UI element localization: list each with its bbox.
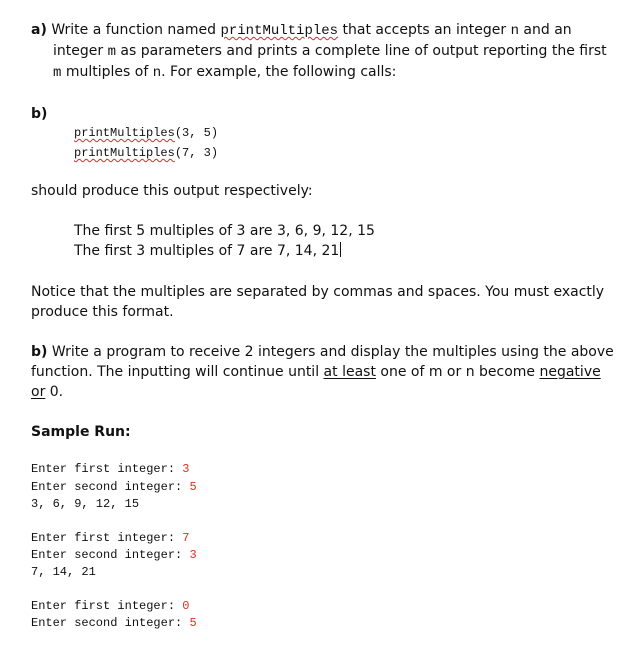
part-b2-line-3 [31, 382, 63, 402]
sample-run-line [31, 548, 197, 562]
prompt-text: Enter first integer: [31, 599, 183, 613]
code-call-2 [74, 146, 218, 160]
part-a-text: integer [53, 43, 108, 59]
negative-text: negative [539, 364, 601, 380]
output-line-1: The first 5 multiples of 3 are 3, 6, 9, 12, 15 [74, 223, 375, 239]
part-a-text: and an [518, 22, 572, 38]
output-line-2-text: The first 3 multiples of 7 are 7, 14, 21 [74, 243, 340, 259]
function-name: printMultiples [220, 23, 339, 39]
part-a-label: a) [31, 22, 47, 38]
part-a-line-1 [31, 20, 572, 41]
sample-run-line [31, 599, 189, 613]
sample-run-line [31, 480, 197, 494]
prompt-text: Enter second integer: [31, 616, 190, 630]
text-cursor [340, 242, 341, 257]
part-b2-text: one of m or n become [375, 364, 540, 380]
part-a-line-2 [53, 41, 607, 62]
var-n: n [510, 23, 519, 39]
part-b2-text: function. The inputting will continue until [31, 364, 324, 380]
part-a-text: that accepts an integer [338, 22, 511, 38]
notice-line-2: produce this format. [31, 304, 174, 320]
prompt-text: Enter first integer: [31, 462, 183, 476]
sample-run-line [31, 462, 189, 476]
input-value: 5 [189, 480, 197, 494]
var-n: n [152, 65, 162, 81]
part-a-text: Write a function named [51, 22, 221, 38]
input-value: 5 [189, 616, 197, 630]
input-value: 7 [182, 531, 190, 545]
part-a-text: multiples of [61, 64, 153, 80]
sample-run-output: 7, 14, 21 [31, 565, 96, 579]
output-line-2[interactable] [74, 241, 341, 261]
part-b2-line-2 [31, 362, 601, 382]
prompt-text: Enter first integer: [31, 531, 183, 545]
part-b-label: b) [31, 106, 48, 122]
sample-run-line [31, 616, 197, 630]
part-a-text: as parameters and prints a complete line of output reporting the first [115, 43, 607, 59]
at-least-text: at least [323, 364, 376, 380]
sample-run-output: 3, 6, 9, 12, 15 [31, 497, 140, 511]
part-a-text: . For example, the following calls: [161, 64, 397, 80]
call-function-name: printMultiples [74, 126, 175, 140]
or-text: or [31, 384, 46, 400]
part-a-line-3 [53, 62, 396, 83]
call-function-name: printMultiples [74, 146, 175, 160]
input-value: 3 [189, 548, 197, 562]
prompt-text: Enter second integer: [31, 480, 190, 494]
notice-line-1: Notice that the multiples are separated by commas and spaces. You must exactly [31, 284, 605, 300]
input-value: 0 [182, 599, 190, 613]
part-b2-label: b) [31, 344, 48, 360]
call-args: (7, 3) [174, 146, 219, 160]
part-b2-text: Write a program to receive 2 integers and display the multiples using the above [51, 344, 614, 360]
output-intro: should produce this output respectively: [31, 183, 313, 199]
var-m: m [53, 65, 62, 81]
input-value: 3 [182, 462, 190, 476]
call-args: (3, 5) [174, 126, 219, 140]
sample-run-title: Sample Run: [31, 424, 131, 440]
sample-run-line [31, 531, 189, 545]
code-call-1 [74, 126, 218, 140]
part-b2-text: 0. [45, 384, 64, 400]
part-b2-line-1 [31, 342, 614, 362]
var-m: m [107, 44, 116, 60]
prompt-text: Enter second integer: [31, 548, 190, 562]
